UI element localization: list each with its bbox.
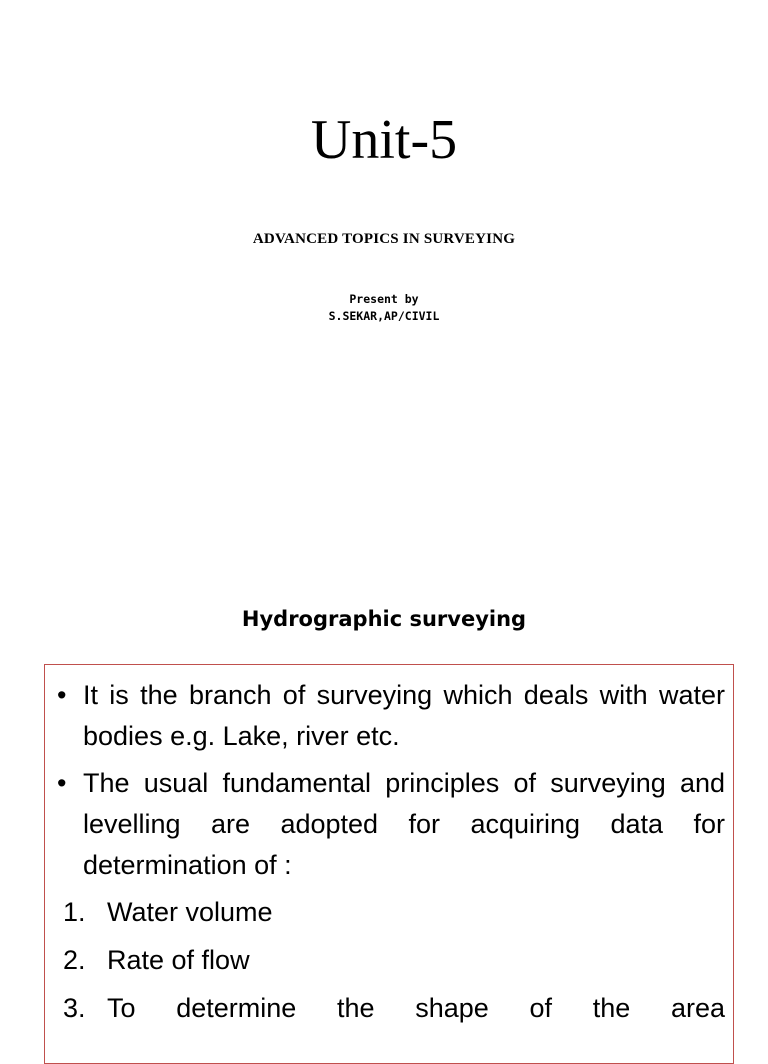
- slide-title: Unit-5: [310, 109, 458, 171]
- slide-subtitle: ADVANCED TOPICS IN SURVEYING: [252, 231, 516, 247]
- item-number: 2.: [63, 945, 86, 975]
- bullet-icon: •: [57, 768, 67, 798]
- bullet-item: [55, 763, 725, 886]
- numbered-item: [55, 940, 725, 981]
- numbered-item: [55, 988, 725, 1029]
- bullet-item: [55, 675, 725, 757]
- bullet-text: The usual fundamental principles of surveying and levelling are adopted for acquiring data for determination of :: [83, 768, 725, 880]
- numbered-item: [55, 892, 725, 933]
- presenter-name: S.SEKAR,AP/CIVIL: [328, 309, 440, 323]
- section-heading: Hydrographic surveying: [241, 607, 527, 631]
- bullet-icon: •: [57, 680, 67, 710]
- item-text: Rate of flow: [107, 945, 250, 975]
- item-number: 3.: [63, 993, 86, 1023]
- item-text: To determine the shape of the area: [107, 993, 725, 1023]
- presenter-info: [0, 291, 768, 325]
- item-text: Water volume: [107, 897, 273, 927]
- content-list: [55, 675, 725, 1036]
- content-box: [44, 664, 734, 1064]
- item-number: 1.: [63, 897, 86, 927]
- presenter-label: Present by: [349, 292, 419, 306]
- content-slide: [0, 560, 768, 1024]
- bullet-text: It is the branch of surveying which deals with water bodies e.g. Lake, river etc.: [83, 680, 725, 751]
